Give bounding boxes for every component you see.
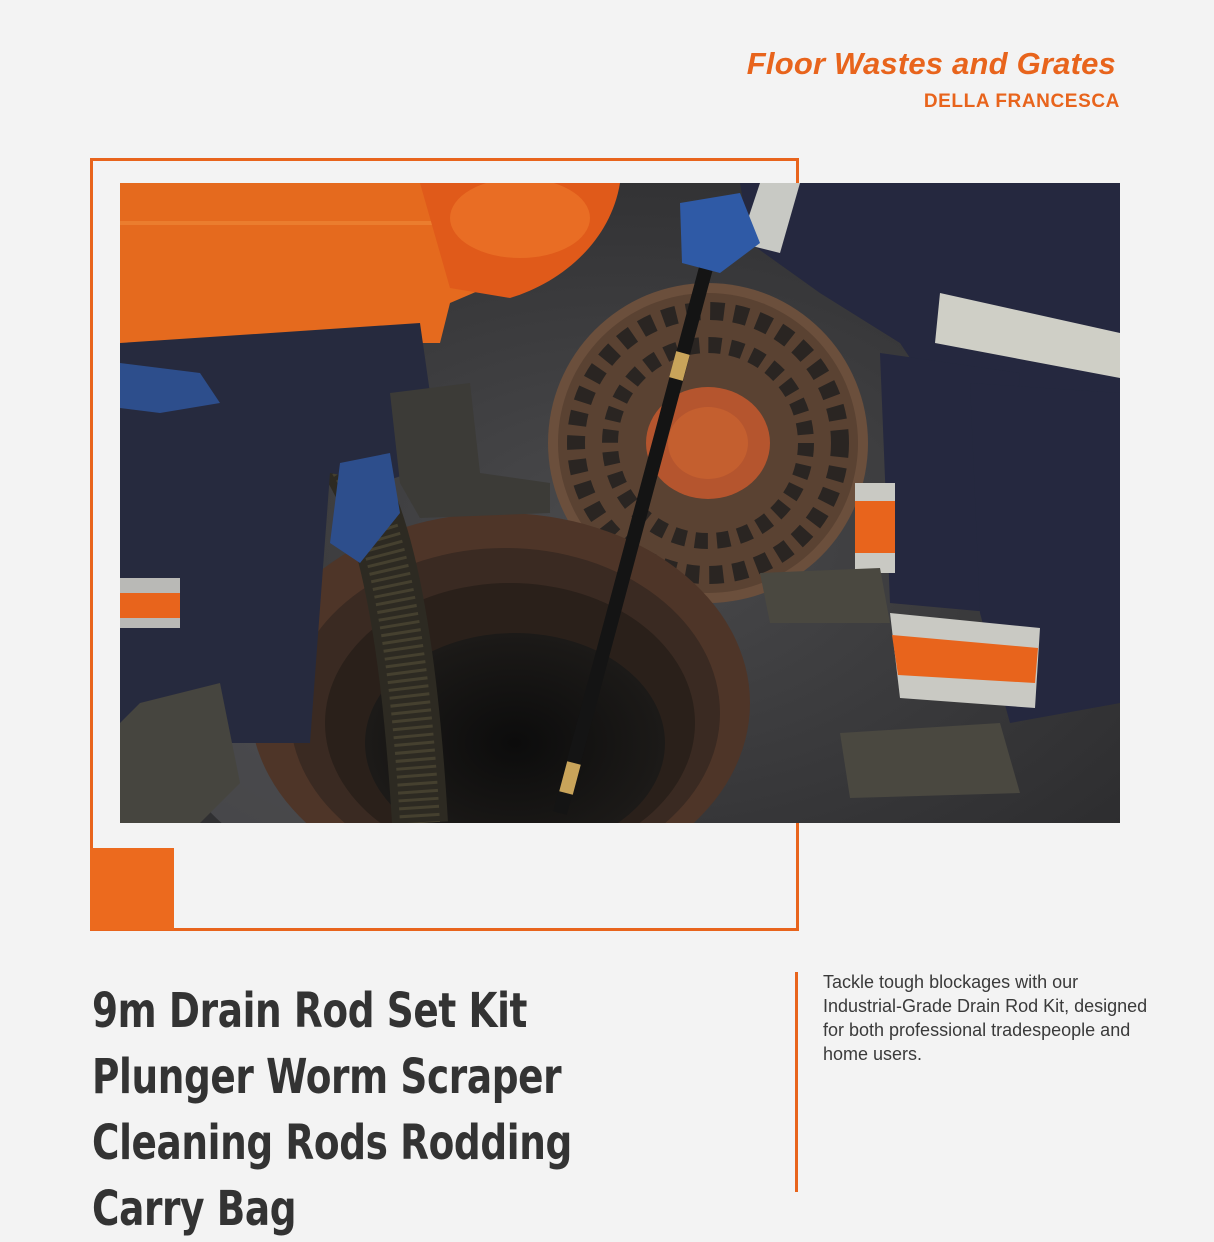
product-description: Tackle tough blockages with our Industrial-Grade Drain Rod Kit, designed for both professional tradespeople and home users. [823,972,1148,1064]
brand-name: DELLA FRANCESCA [923,91,1120,112]
category-title: Floor Wastes and Grates [746,46,1116,81]
product-title: 9m Drain Rod Set Kit Plunger Worm Scraper Cleaning Rods Rodding Carry Bag [92,983,572,1237]
orange-corner-block [90,848,174,930]
divider-line [795,972,798,1192]
product-photo [120,183,1120,823]
